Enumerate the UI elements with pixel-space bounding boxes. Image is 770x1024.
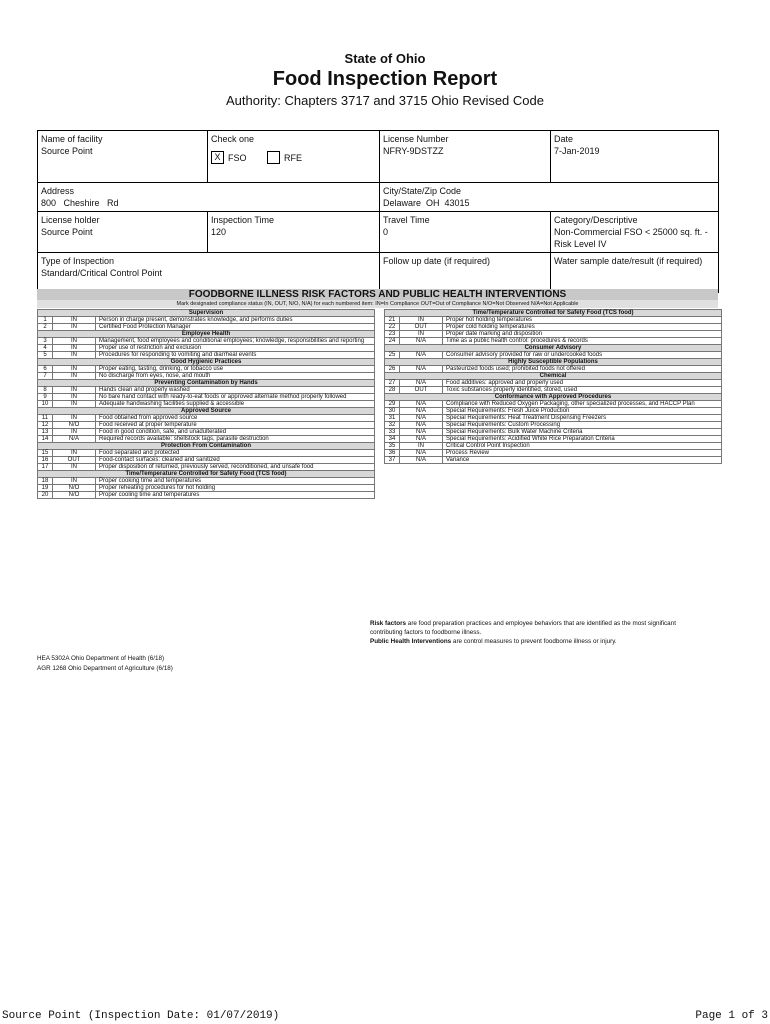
item-description: Person in charge present, demonstrates knowledge, and performs duties	[99, 317, 293, 323]
item-number: 6	[38, 366, 53, 372]
item-description: Proper date marking and disposition	[446, 331, 543, 337]
inspection-item-row	[384, 450, 722, 457]
compliance-status[interactable]: N/O	[53, 422, 96, 428]
item-description: Special Requirements: Fresh Juice Production	[446, 408, 570, 414]
travel-time-label: Travel Time	[383, 215, 430, 225]
inspection-item-row	[384, 422, 722, 429]
inspection-item-row	[384, 436, 722, 443]
address-cell	[38, 183, 380, 212]
item-number: 25	[385, 352, 400, 358]
item-number: 33	[385, 429, 400, 435]
compliance-status[interactable]: N/A	[400, 401, 443, 407]
compliance-status[interactable]: N/A	[400, 338, 443, 344]
rfe-label: RFE	[284, 152, 303, 163]
item-description: Procedures for responding to vomiting and diarrheal events	[99, 352, 257, 358]
inspection-item-row	[384, 415, 722, 422]
compliance-status[interactable]: N/A	[400, 429, 443, 435]
inspection-item-row	[37, 338, 375, 345]
compliance-status[interactable]: N/O	[53, 485, 96, 491]
item-description: Special Requirements: Acidified White Rice Preparation Criteria	[446, 436, 615, 442]
compliance-status[interactable]: N/A	[400, 422, 443, 428]
item-number: 37	[385, 457, 400, 463]
risk-factors-right-column	[384, 309, 722, 464]
item-number: 1	[38, 317, 53, 323]
item-description: Food additives: approved and properly used	[446, 380, 564, 386]
public-health-term: Public Health Interventions	[370, 638, 452, 645]
item-description: Compliance with Reduced Oxygen Packaging, other specialized processes, and HACCP Plan	[446, 401, 695, 407]
compliance-status[interactable]: IN	[53, 345, 96, 351]
license-cell	[380, 131, 551, 183]
inspection-item-row	[37, 478, 375, 485]
item-description: Special Requirements: Heat Treatment Dispensing Freezers	[446, 415, 607, 421]
item-description: Proper eating, tasting, drinking, or tobacco use	[99, 366, 224, 372]
compliance-status[interactable]: IN	[53, 352, 96, 358]
compliance-status[interactable]: IN	[53, 324, 96, 330]
item-number: 16	[38, 457, 53, 463]
page-title: Food Inspection Report	[272, 68, 498, 90]
compliance-status[interactable]: N/A	[400, 415, 443, 421]
inspection-item-row	[37, 457, 375, 464]
item-number: 10	[38, 401, 53, 407]
inspection-time-label: Inspection Time	[211, 215, 275, 225]
compliance-status[interactable]: N/A	[400, 408, 443, 414]
item-description: Process Review	[446, 450, 490, 456]
inspection-item-row	[384, 366, 722, 373]
item-description: Food received at proper temperature	[99, 422, 197, 428]
compliance-status[interactable]: IN	[53, 464, 96, 470]
compliance-status[interactable]: N/A	[400, 457, 443, 463]
item-description: Food obtained from approved source	[99, 415, 198, 421]
definitions-note	[370, 619, 708, 646]
compliance-status[interactable]: IN	[53, 478, 96, 484]
item-number: 30	[385, 408, 400, 414]
inspection-item-row	[37, 394, 375, 401]
compliance-status[interactable]: N/A	[400, 436, 443, 442]
inspection-item-row	[37, 387, 375, 394]
compliance-status[interactable]: N/A	[400, 352, 443, 358]
holder-label: License holder	[41, 215, 100, 225]
check-one-label: Check one	[211, 134, 255, 144]
item-description: Proper cooling time and temperatures	[99, 492, 200, 498]
item-number: 13	[38, 429, 53, 435]
page-footer-left: Source Point (Inspection Date: 01/07/2019)	[2, 1010, 280, 1022]
section-header: Good Hygienic Practices	[37, 359, 375, 366]
item-description: Required records available: shellstock tags, parasite destruction	[99, 436, 269, 442]
water-cell	[551, 253, 719, 293]
date-cell	[551, 131, 719, 183]
compliance-status[interactable]: IN	[53, 429, 96, 435]
compliance-status[interactable]: IN	[53, 366, 96, 372]
inspection-item-row	[37, 352, 375, 359]
travel-time-value: 0	[383, 227, 389, 237]
item-number: 22	[385, 324, 400, 330]
inspection-item-row	[384, 352, 722, 359]
inspection-item-row	[384, 324, 722, 331]
section-header: Protection From Contamination	[37, 443, 375, 450]
foodborne-title: FOODBORNE ILLNESS RISK FACTORS AND PUBLIC HEALTH INTERVENTIONS	[37, 289, 718, 300]
date-label: Date	[554, 134, 574, 144]
category-cell	[551, 212, 719, 253]
item-description: Proper cooking time and temperatures	[99, 478, 202, 484]
item-description: Management, food employees and conditional employees; knowledge, responsibilities and reporting	[99, 338, 365, 344]
item-description: Certified Food Protection Manager	[99, 324, 191, 330]
inspection-item-row	[37, 485, 375, 492]
item-number: 24	[385, 338, 400, 344]
inspection-item-row	[37, 317, 375, 324]
fso-label: FSO	[228, 152, 247, 163]
compliance-status[interactable]: IN	[53, 401, 96, 407]
inspection-item-row	[384, 457, 722, 464]
inspection-item-row	[37, 464, 375, 471]
item-number: 8	[38, 387, 53, 393]
compliance-status[interactable]: IN	[400, 331, 443, 337]
item-number: 27	[385, 380, 400, 386]
item-number: 17	[38, 464, 53, 470]
state-heading: State of Ohio	[344, 51, 426, 66]
inspection-time-value: 120	[211, 227, 227, 237]
item-number: 35	[385, 443, 400, 449]
item-description: Proper hot holding temperatures	[446, 317, 533, 323]
compliance-status[interactable]: IN	[53, 415, 96, 421]
item-description: Hands clean and properly washed	[99, 387, 190, 393]
item-number: 9	[38, 394, 53, 400]
item-description: No discharge from eyes, nose, and mouth	[99, 373, 211, 379]
section-header: Time/Temperature Controlled for Safety Food (TCS food)	[37, 471, 375, 478]
risk-level-value: Risk Level IV	[554, 239, 607, 249]
compliance-status[interactable]: N/A	[400, 380, 443, 386]
inspection-time-cell	[208, 212, 380, 253]
item-number: 4	[38, 345, 53, 351]
item-number: 12	[38, 422, 53, 428]
risk-factors-left-column	[37, 309, 375, 499]
item-number: 2	[38, 324, 53, 330]
item-number: 28	[385, 387, 400, 393]
city-value: Delaware OH 43015	[383, 198, 470, 208]
compliance-status[interactable]: IN	[400, 317, 443, 323]
compliance-status[interactable]: N/A	[53, 436, 96, 442]
facility-label: Name of facility	[41, 134, 103, 144]
item-number: 7	[38, 373, 53, 379]
section-header: Consumer Advisory	[384, 345, 722, 352]
section-header: Chemical	[384, 373, 722, 380]
address-value: 800 Cheshire Rd	[41, 198, 119, 208]
item-description: No bare hand contact with ready-to-eat foods or approved alternate method properly followed	[99, 394, 347, 400]
type-cell	[38, 253, 380, 293]
facility-info-table	[37, 130, 719, 293]
inspection-item-row	[37, 366, 375, 373]
travel-time-cell	[380, 212, 551, 253]
item-description: Pasteurized foods used; prohibited foods not offered	[446, 366, 585, 372]
authority-line: Authority: Chapters 3717 and 3715 Ohio Revised Code	[226, 93, 544, 108]
city-label: City/State/Zip Code	[383, 186, 462, 196]
inspection-item-row	[384, 429, 722, 436]
item-description: Critical Control Point Inspection	[446, 443, 530, 449]
item-number: 36	[385, 450, 400, 456]
address-label: Address	[41, 186, 75, 196]
item-description: Adequate handwashing facilities supplied & accessible	[99, 401, 245, 407]
item-number: 32	[385, 422, 400, 428]
facility-value: Source Point	[41, 146, 93, 156]
section-header: Approved Source	[37, 408, 375, 415]
compliance-status[interactable]: IN	[53, 450, 96, 456]
inspection-item-row	[37, 415, 375, 422]
water-label: Water sample date/result (if required)	[554, 256, 703, 266]
inspection-item-row	[37, 324, 375, 331]
inspection-item-row	[384, 317, 722, 324]
holder-cell	[38, 212, 208, 253]
compliance-status[interactable]: IN	[53, 394, 96, 400]
city-cell	[380, 183, 719, 212]
item-description: Toxic substances properly identified, stored, used	[446, 387, 578, 393]
item-number: 11	[38, 415, 53, 421]
holder-value: Source Point	[41, 227, 93, 237]
item-number: 18	[38, 478, 53, 484]
item-number: 26	[385, 366, 400, 372]
item-number: 5	[38, 352, 53, 358]
risk-factors-term: Risk factors	[370, 620, 407, 627]
form-code-hea: HEA 5302A Ohio Department of Health (6/18)	[37, 655, 165, 662]
item-description: Time as a public health control: procedures & records	[446, 338, 588, 344]
item-number: 29	[385, 401, 400, 407]
followup-label: Follow up date (if required)	[383, 256, 491, 266]
item-number: 19	[38, 485, 53, 491]
page-number: Page 1 of 3	[695, 1010, 768, 1022]
form-code-agr: AGR 1268 Ohio Department of Agriculture (6/18)	[37, 665, 173, 672]
compliance-status[interactable]: N/A	[400, 366, 443, 372]
public-health-definition: are control measures to prevent foodborne illness or injury.	[451, 638, 617, 645]
item-description: Proper use of restriction and exclusion	[99, 345, 202, 351]
item-description: Proper cold holding temperatures	[446, 324, 535, 330]
category-value: Non-Commercial FSO < 25000 sq. ft. -	[554, 227, 708, 237]
license-label: License Number	[383, 134, 449, 144]
section-header: Conformance with Approved Procedures	[384, 394, 722, 401]
inspection-item-row	[384, 338, 722, 345]
item-description: Proper reheating procedures for hot holding	[99, 485, 216, 491]
item-description: Special Requirements: Custom Processing	[446, 422, 561, 428]
inspection-item-row	[37, 401, 375, 408]
facility-cell	[38, 131, 208, 183]
item-number: 15	[38, 450, 53, 456]
license-value: NFRY-9DSTZZ	[383, 146, 444, 156]
item-description: Food in good condition, safe, and unadulterated	[99, 429, 227, 435]
item-number: 14	[38, 436, 53, 442]
inspection-item-row	[37, 422, 375, 429]
inspection-item-row	[37, 345, 375, 352]
section-header: Preventing Contamination by Hands	[37, 380, 375, 387]
foodborne-section	[37, 289, 718, 498]
category-label: Category/Descriptive	[554, 215, 638, 225]
item-number: 21	[385, 317, 400, 323]
section-header: Supervision	[37, 309, 375, 317]
followup-cell	[380, 253, 551, 293]
compliance-status[interactable]: OUT	[400, 387, 443, 393]
inspection-item-row	[37, 492, 375, 499]
item-description: Consumer advisory provided for raw or undercooked foods	[446, 352, 603, 358]
inspection-item-row	[37, 450, 375, 457]
date-value: 7-Jan-2019	[554, 146, 600, 156]
inspection-item-row	[384, 443, 722, 450]
item-number: 31	[385, 415, 400, 421]
section-header: Highly Susceptible Populations	[384, 359, 722, 366]
item-description: Proper disposition of returned, previously served, reconditioned, and unsafe food	[99, 464, 314, 470]
compliance-key: Mark designated compliance status (IN, OUT, N/O, N/A) for each numbered item: IN=In Compliance OUT=Out of Compliance N/O=Not Observed N/A=Not Applicable	[37, 300, 718, 308]
compliance-status[interactable]: IN	[53, 387, 96, 393]
check-one-cell	[208, 131, 380, 183]
rfe-checkbox[interactable]	[267, 151, 280, 164]
compliance-status[interactable]: IN	[53, 373, 96, 379]
section-header: Employee Health	[37, 331, 375, 338]
inspection-item-row	[384, 387, 722, 394]
inspection-item-row	[37, 436, 375, 443]
item-description: Food separated and protected	[99, 450, 180, 456]
compliance-status[interactable]: IN	[53, 317, 96, 323]
item-number: 3	[38, 338, 53, 344]
item-description: Food-contact surfaces: cleaned and sanitized	[99, 457, 220, 463]
item-number: 20	[38, 492, 53, 498]
type-label: Type of Inspection	[41, 256, 115, 266]
inspection-item-row	[384, 380, 722, 387]
inspection-item-row	[384, 401, 722, 408]
item-number: 23	[385, 331, 400, 337]
item-number: 34	[385, 436, 400, 442]
fso-checkbox[interactable]: X	[211, 151, 224, 164]
inspection-item-row	[384, 408, 722, 415]
compliance-status[interactable]: OUT	[53, 457, 96, 463]
section-header: Time/Temperature Controlled for Safety Food (TCS food)	[384, 309, 722, 317]
compliance-status[interactable]: N/A	[400, 450, 443, 456]
compliance-status[interactable]: IN	[53, 338, 96, 344]
inspection-item-row	[37, 429, 375, 436]
item-description: Special Requirements: Bulk Water Machine Criteria	[446, 429, 583, 435]
type-value: Standard/Critical Control Point	[41, 268, 163, 278]
compliance-status[interactable]: OUT	[400, 324, 443, 330]
risk-factors-definition: are food preparation practices and employee behaviors that are identified as the most significant contributing factors to foodborne illness.	[370, 620, 676, 636]
compliance-status[interactable]: IN	[400, 443, 443, 449]
inspection-item-row	[37, 373, 375, 380]
compliance-status[interactable]: N/O	[53, 492, 96, 498]
item-description: Variance	[446, 457, 470, 463]
inspection-item-row	[384, 331, 722, 338]
